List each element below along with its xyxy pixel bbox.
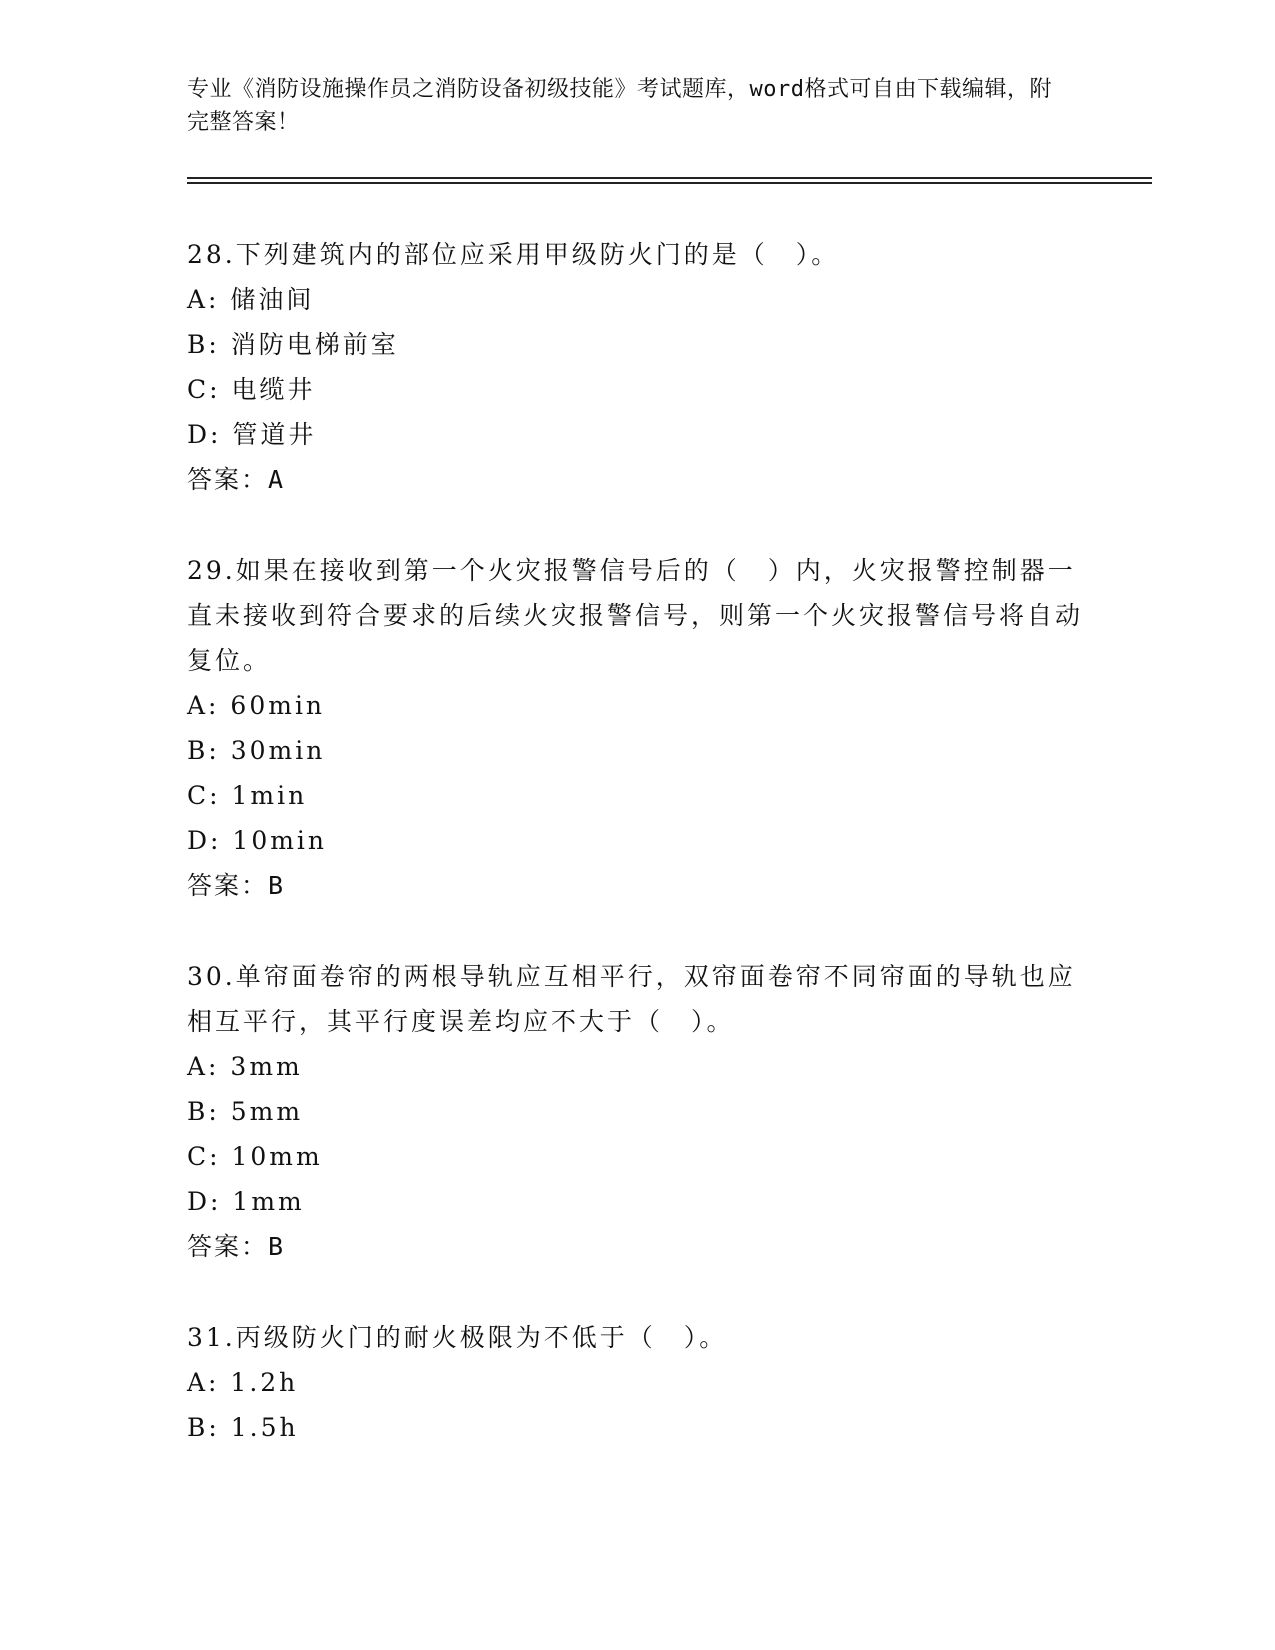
answer-line: [187, 863, 1087, 908]
option-a: A: 储油间: [187, 285, 315, 314]
option-a: A: 3mm: [187, 1052, 303, 1081]
answer-value: A: [268, 465, 286, 494]
option-d: D: 1mm: [187, 1187, 305, 1216]
answer-value: B: [268, 871, 286, 900]
option-b: B: 5mm: [187, 1097, 304, 1126]
answer-value: B: [268, 1232, 286, 1261]
answer-label: 答案：: [187, 1232, 269, 1261]
question-29: [187, 548, 1087, 908]
answer-line: [187, 457, 1087, 502]
option-b: B: 30min: [187, 736, 326, 765]
option-c: C: 1min: [187, 781, 308, 810]
option-d: D: 10min: [187, 826, 328, 855]
question-stem: 30.单帘面卷帘的两根导轨应互相平行，双帘面卷帘不同帘面的导轨也应相互平行，其平行度误差均应不大于（ ）。: [187, 962, 1076, 1036]
question-stem: 28.下列建筑内的部位应采用甲级防火门的是（ ）。: [187, 240, 840, 269]
option-c: C: 电缆井: [187, 375, 316, 404]
option-d: D: 管道井: [187, 420, 317, 449]
option-a: A: 1.2h: [187, 1368, 299, 1397]
answer-label: 答案：: [187, 465, 269, 494]
answer-label: 答案：: [187, 871, 269, 900]
answer-line: [187, 1224, 1087, 1269]
question-28: [187, 232, 1087, 502]
question-31: [187, 1315, 1087, 1450]
header-divider-top: [187, 177, 1152, 179]
question-stem: 31.丙级防火门的耐火极限为不低于（ ）。: [187, 1323, 728, 1352]
header-divider-bottom: [187, 182, 1152, 184]
option-b: B: 消防电梯前室: [187, 330, 399, 359]
question-30: [187, 954, 1087, 1269]
question-list: [187, 232, 1087, 1496]
question-stem: 29.如果在接收到第一个火灾报警信号后的（ ）内，火灾报警控制器一直未接收到符合要求的后续火灾报警信号，则第一个火灾报警信号将自动复位。: [187, 556, 1084, 675]
option-b: B: 1.5h: [187, 1413, 299, 1442]
option-a: A: 60min: [187, 691, 326, 720]
document-header: 专业《消防设施操作员之消防设备初级技能》考试题库，word格式可自由下载编辑，附完整答案！: [187, 77, 1052, 135]
option-c: C: 10mm: [187, 1142, 323, 1171]
